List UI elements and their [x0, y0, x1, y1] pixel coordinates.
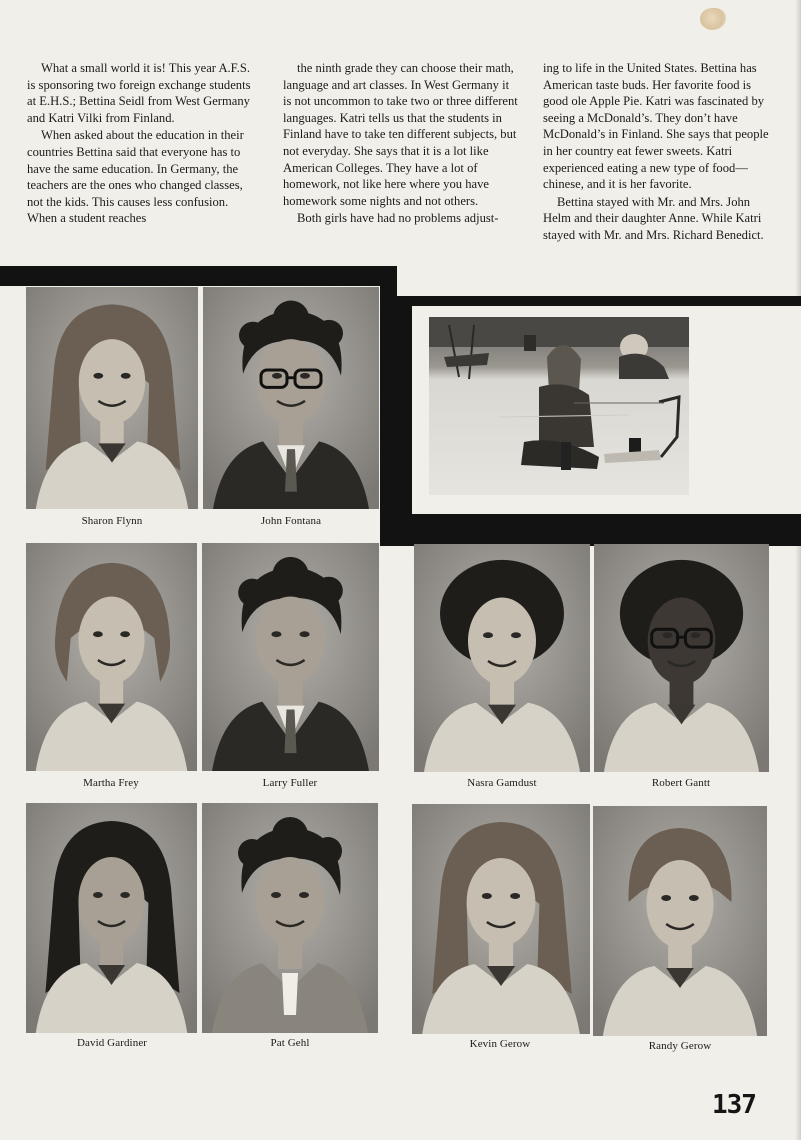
portrait-photo — [26, 543, 197, 771]
portrait-caption: Robert Gantt — [651, 777, 711, 789]
article-column-3 — [543, 60, 775, 244]
portrait-caption: John Fontana — [260, 515, 322, 527]
portrait-photo — [414, 544, 590, 772]
portrait-photo — [412, 804, 590, 1034]
portrait-caption: Martha Frey — [83, 777, 139, 789]
portrait-caption: David Gardiner — [76, 1037, 148, 1049]
portrait-photo — [26, 287, 198, 509]
portrait-caption: Sharon Flynn — [81, 515, 143, 527]
portrait-photo — [594, 544, 769, 772]
portrait-caption: Pat Gehl — [270, 1037, 310, 1049]
article-column-1 — [27, 60, 259, 227]
black-band-mid — [380, 526, 801, 546]
candid-photo-students-painting — [429, 317, 689, 495]
portrait-photo — [202, 543, 379, 771]
article-paragraph: Bettina stayed with Mr. and Mrs. John Helm and their daughter Anne. While Katri stayed with Mr. and Mrs. Richard Benedict. — [543, 194, 764, 242]
portrait-caption: Randy Gerow — [648, 1040, 712, 1052]
portrait-photo — [202, 803, 378, 1033]
article-paragraph: Both girls have had no problems adjust- — [297, 211, 499, 226]
black-band-right — [380, 266, 397, 546]
portrait-caption: Nasra Gamdust — [467, 777, 537, 789]
article-paragraph: the ninth grade they can choose their math, language and art classes. In West Germany it is not uncommon to take two or three different languages. Katri tells us that the students in Finland have to take ten different subjects, but not everyday. She says that it is a lot like American Colleges. They have a lot of homework, not like here where you have homework some nights and not others. — [283, 61, 518, 208]
article-paragraph: When asked about the education in their countries Bettina said that everyone has to have the same education. In Germany, the teachers are the ones who changed classes, not the kids. This causes less confusion. When a student reaches — [27, 128, 244, 226]
portrait-photo — [203, 287, 379, 509]
portrait-photo — [593, 806, 767, 1036]
page-number: 137 — [712, 1090, 756, 1120]
portrait-caption: Larry Fuller — [262, 777, 318, 789]
article-paragraph: What a small world it is! This year A.F.S. is sponsoring two foreign exchange students at E.H.S.; Bettina Seidl from West Germany and Katri Vilki from Finland. — [27, 61, 251, 125]
scan-edge-shadow — [795, 0, 801, 1140]
article-paragraph: ing to life in the United States. Bettina has American taste buds. Her favorite food is good ole Apple Pie. Katri was fascinated by seeing a McDonald’s. They don’t have McDonald’s in Finland. She says that people in her country eat fewer sweets. Katri experienced eating a new type of food—chinese, and it is her favorite. — [543, 61, 769, 192]
portrait-caption: Kevin Gerow — [469, 1038, 531, 1050]
portrait-photo — [26, 803, 197, 1033]
black-band-top — [0, 266, 397, 286]
paper-stain — [700, 8, 726, 30]
article-column-2 — [283, 60, 519, 227]
